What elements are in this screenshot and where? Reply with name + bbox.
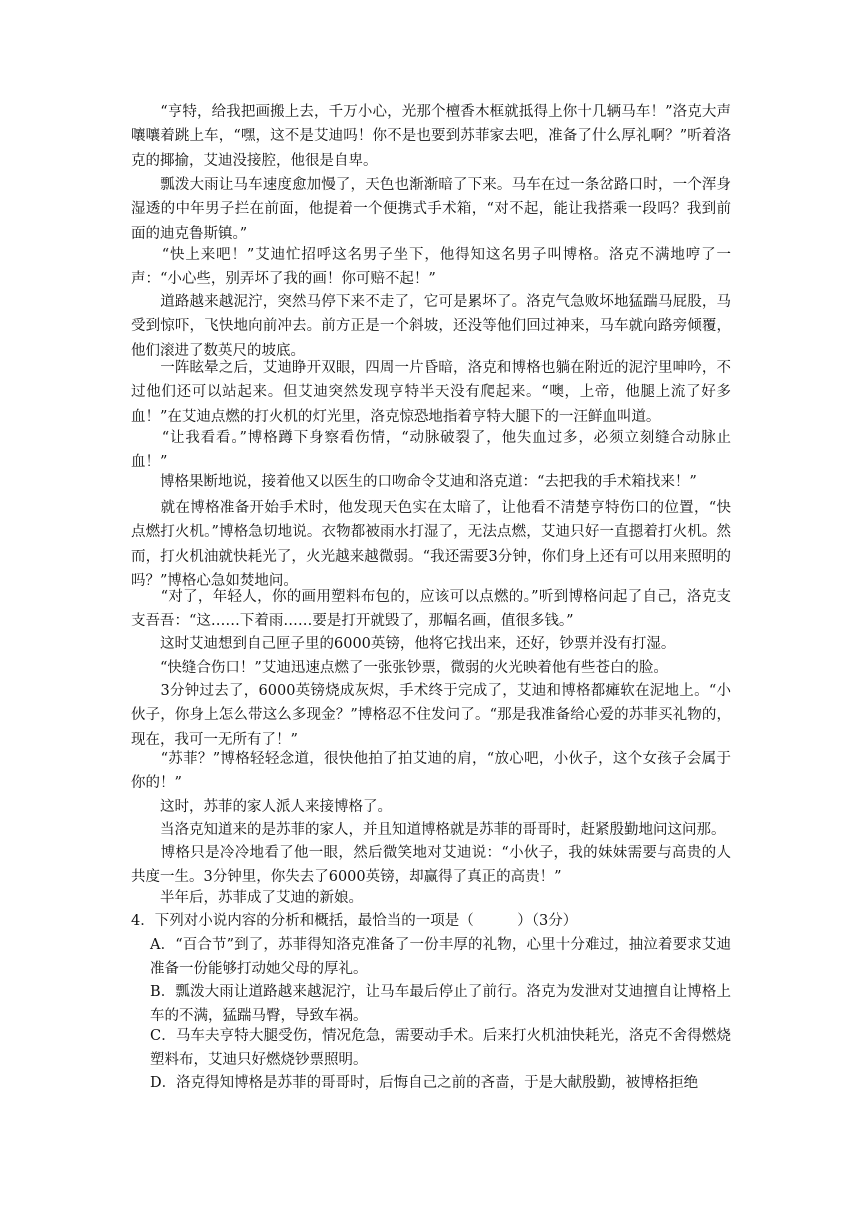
paragraph-4: 道路越来越泥泞，突然马停下来不走了，它可是累坏了。洛克气急败坏地猛踹马屁股，马受到惊吓，飞快地向前冲去。前方正是一个斜坡，还没等他们回过神来，马车就向路旁倾覆，他们滚进了数英尺的坡底。 [131, 294, 731, 359]
paragraph-9: “对了，年轻人，你的画用塑料布包的，应该可以点燃的。”听到博格问起了自己，洛克支支吾吾：“这……下着雨……要是打开就毁了，那幅名画，值很多钱。” [131, 589, 731, 630]
paragraph-10: 这时艾迪想到自己匣子里的6000英镑，他将它找出来，还好，钞票并没有打湿。 [131, 636, 676, 652]
question-stem: 4．下列对小说内容的分析和概括，最恰当的一项是（ ）（3分） [131, 913, 578, 929]
paragraph-12: 3分钟过去了，6000英镑烧成灰烬，手术终于完成了，艾迪和博格都瘫软在泥地上。“小伙子，你身上怎么带这么多现金？”博格忍不住发问了。“那是我准备给心爱的苏菲买礼物的，现在，我可一无所有了！” [131, 683, 731, 748]
paragraph-11: “快缝合伤口！”艾迪迅速点燃了一张张钞票，微弱的火光映着他有些苍白的脸。 [131, 660, 668, 676]
paragraph-5: 一阵眩晕之后，艾迪睁开双眼，四周一片昏暗，洛克和博格也躺在附近的泥泞里呻吟，不过他们还可以站起来。但艾迪突然发现亨特半天没有爬起来。“噢，上帝，他腿上流了好多血！”在艾迪点燃的打火机的灯光里，洛克惊恐地指着亨特大腿下的一汪鲜血叫道。 [131, 360, 731, 425]
paragraph-17: 半年后，苏菲成了艾迪的新娘。 [131, 890, 363, 906]
paragraph-15: 当洛克知道来的是苏菲的家人，并且知道博格就是苏菲的哥哥时，赶紧殷勤地问这问那。 [131, 822, 726, 838]
paragraph-13: “苏菲？”博格轻轻念道，很快他拍了拍艾迪的肩，“放心吧，小伙子，这个女孩子会属于你的！” [131, 751, 731, 792]
paragraph-2: 瓢泼大雨让马车速度愈加慢了，天色也渐渐暗了下来。马车在过一条岔路口时，一个浑身湿透的中年男子拦在前面，他提着一个便携式手术箱，“对不起，能让我搭乘一段吗？我到前面的迪克鲁斯镇。” [131, 177, 731, 242]
option-a: A．“百合节”到了，苏菲得知洛克准备了一份丰厚的礼物，心里十分难过，抽泣着要求艾迪准备一份能够打动她父母的厚礼。 [150, 937, 731, 978]
paragraph-1: “亨特，给我把画搬上去，千万小心，光那个檀香木框就抵得上你十几辆马车！”洛克大声嚷嚷着跳上车，“嘿，这不是艾迪吗！你不是也要到苏菲家去吧，准备了什么厚礼啊？”听着洛克的揶揄，艾迪没接腔，他很是自卑。 [131, 104, 731, 169]
option-c: C．马车夫亨特大腿受伤，情况危急，需要动手术。后来打火机油快耗光，洛克不舍得燃烧塑料布，艾迪只好燃烧钞票照明。 [150, 1028, 731, 1069]
paragraph-6: “让我看看。”博格蹲下身察看伤情，“动脉破裂了，他失血过多，必须立刻缝合动脉止血！” [131, 430, 731, 471]
paragraph-14: 这时，苏菲的家人派人来接博格了。 [131, 799, 392, 815]
paragraph-8: 就在博格准备开始手术时，他发现天色实在太暗了，让他看不清楚亨特伤口的位置，“快点燃打火机。”博格急切地说。衣物都被雨水打湿了，无法点燃，艾迪只好一直摁着打火机。然而，打火机油就快耗光了，火光越来越微弱。“我还需要3分钟，你们身上还有可以用来照明的吗？”博格心急如焚地问。 [131, 500, 731, 590]
option-d: D．洛克得知博格是苏菲的哥哥时，后悔自己之前的吝啬，于是大献殷勤，被博格拒绝 [150, 1075, 699, 1091]
option-b: B．瓢泼大雨让道路越来越泥泞，让马车最后停止了前行。洛克为发泄对艾迪擅自让博格上车的不满，猛踹马臀，导致车祸。 [150, 984, 731, 1025]
paragraph-7: 博格果断地说，接着他又以医生的口吻命令艾迪和洛克道：“去把我的手术箱找来！” [131, 474, 697, 490]
paragraph-3: “快上来吧！”艾迪忙招呼这名男子坐下，他得知这名男子叫博格。洛克不满地哼了一声：“小心些，别弄坏了我的画！你可赔不起！” [131, 247, 731, 288]
paragraph-16: 博格只是冷冷地看了他一眼，然后微笑地对艾迪说：“小伙子，我的妹妹需要与高贵的人共度一生。3分钟里，你失去了6000英镑，却赢得了真正的高贵！” [131, 845, 731, 886]
